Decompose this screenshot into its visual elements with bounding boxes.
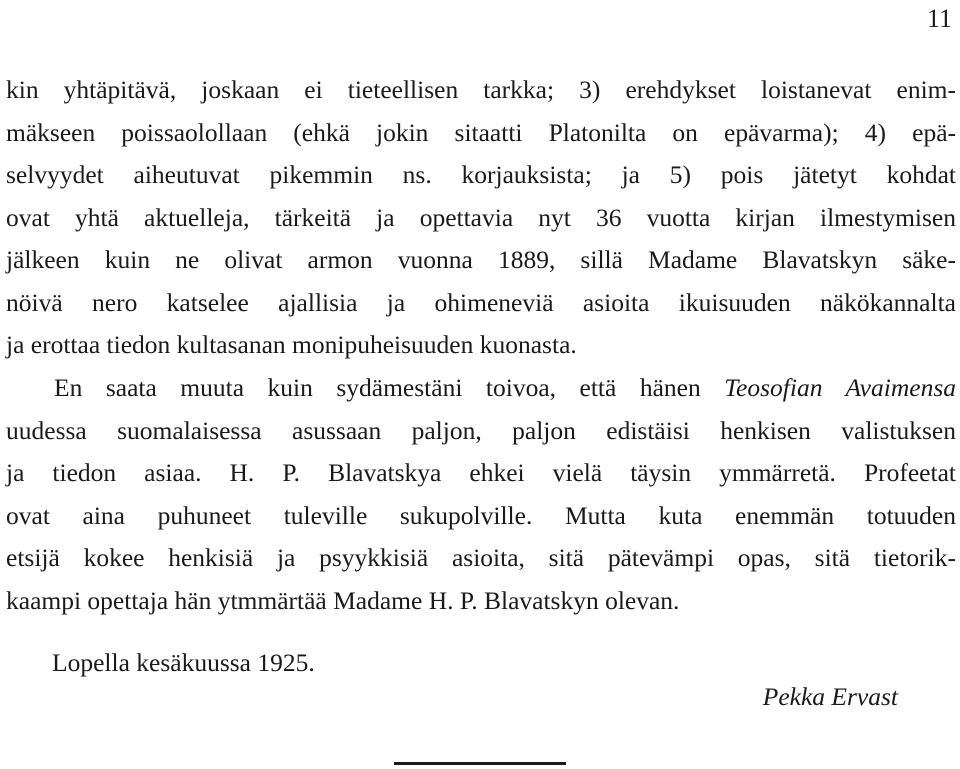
text-line: nöivä nero katselee ajallisia ja ohimeneviä asioita ikuisuuden näkökannalta <box>6 287 956 317</box>
text-line: uudessa suomalaisessa asussaan paljon, paljon edistäisi henkisen valistuksen <box>6 415 956 445</box>
book-title: Teosofian Avaimensa <box>724 373 956 402</box>
text-line: kin yhtäpitävä, joskaan ei tieteellisen tarkka; 3) erehdykset loistanevat enim- <box>6 75 956 104</box>
text-line: jälkeen kuin ne olivat armon vuonna 1889, sillä Madame Blavatskyn säke- <box>6 245 956 274</box>
page-number: 11 <box>926 4 952 33</box>
text-line: ja erottaa tiedon kultasanan monipuheisuuden kuonasta. <box>6 330 577 359</box>
text-line: kaampi opettaja hän ytmmärtää Madame H. P. Blavatskyn olevan. <box>6 585 680 615</box>
text-line: mäkseen poissaolollaan (ehkä jokin sitaatti Platonilta on epävarma); 4) epä- <box>6 117 956 147</box>
author-signature: Pekka Ervast <box>762 682 898 711</box>
text-line: ovat yhtä aktuelleja, tärkeitä ja opettavia nyt 36 vuotta kirjan ilmestymisen <box>6 202 956 232</box>
text-line: ovat aina puhuneet tuleville sukupolville. Mutta kuta enemmän totuuden <box>6 500 956 530</box>
paragraph-2 <box>6 367 956 622</box>
text-line: ja tiedon asiaa. H. P. Blavatskya ehkei vielä täysin ymmärretä. Profeetat <box>6 458 956 487</box>
text-segment: En saata muuta kuin sydämestäni toivoa, että hänen <box>54 373 725 402</box>
section-divider <box>394 762 566 765</box>
text-line-first <box>6 367 956 410</box>
paragraph-1 <box>6 69 956 367</box>
text-line: selvyydet aiheutuvat pikemmin ns. korjauksista; ja 5) pois jätetyt kohdat <box>6 160 956 189</box>
text-line: etsijä kokee henkisiä ja psyykkisiä asioita, sitä pätevämpi opas, sitä tietorik- <box>6 543 956 572</box>
place-and-date: Lopella kesäkuussa 1925. <box>52 648 315 677</box>
